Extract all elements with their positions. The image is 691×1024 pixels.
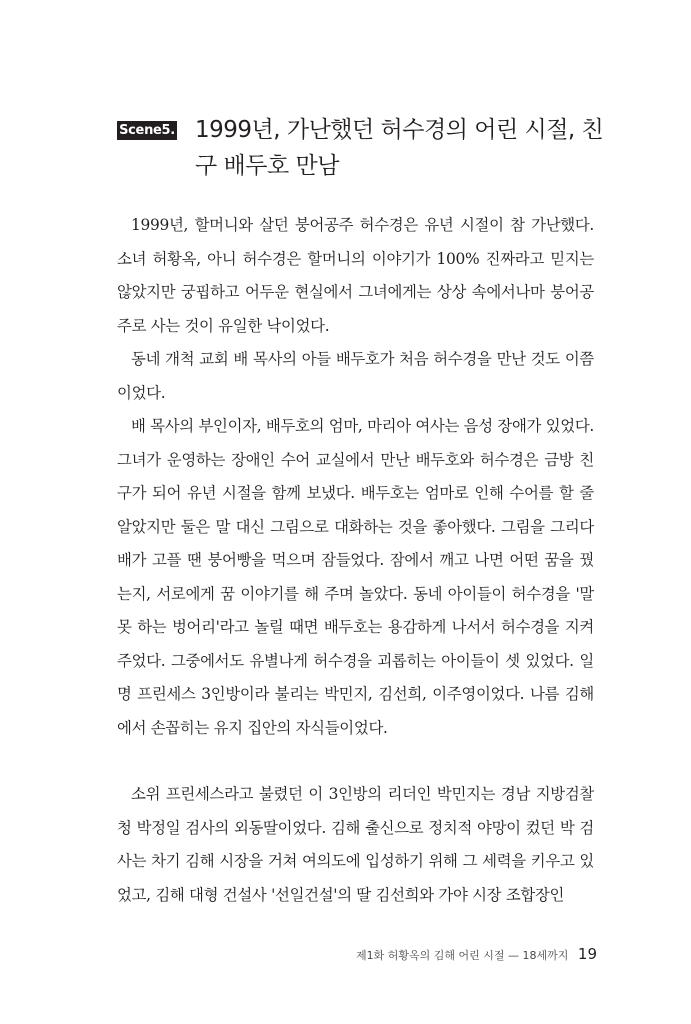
paragraph-4: 소위 프린세스라고 불렸던 이 3인방의 리더인 박민지는 경남 지방검찰청 박정일 검사의 외동딸이었다. 김해 출신으로 정치적 야망이 컸던 박 검사는 차기 김해 시장을 거쳐 여의도에 입성하기 위해 그 세력을 키우고 있었고, 김해 대형 건설사 '선일건설'의 딸 김선희와 가야 시장 조합장인	[117, 785, 594, 904]
running-title: 제1화 허황옥의 김해 어린 시절 — 18세까지	[356, 949, 569, 962]
paragraph-2: 동네 개척 교회 배 목사의 아들 배두호가 처음 허수경을 만난 것도 이쯤이었다.	[117, 350, 594, 402]
page-footer	[356, 944, 597, 966]
paragraph-3: 배 목사의 부인이자, 배두호의 엄마, 마리아 여사는 음성 장애가 있었다. 그녀가 운영하는 장애인 수어 교실에서 만난 배두호와 허수경은 금방 친구가 되어 유년 시절을 함께 보냈다. 배두호는 엄마로 인해 수어를 할 줄 알았지만 둘은 말 대신 그림으로 대화하는 것을 좋아했다. 그림을 그리다 배가 고플 땐 붕어빵을 먹으며 잠들었다. 잠에서 깨고 나면 어떤 꿈을 꿨는지, 서로에게 꿈 이야기를 해 주며 놀았다. 동네 아이들이 허수경을 '말 못 하는 벙어리'라고 놀릴 때면 배두호는 용감하게 나서서 허수경을 지켜 주었다. 그중에서도 유별나게 허수경을 괴롭히는 아이들이 셋 있었다. 일명 프린세스 3인방이라 불리는 박민지, 김선희, 이주영이었다. 나름 김해에서 손꼽히는 유지 집안의 자식들이었다.	[117, 417, 594, 737]
scene-badge: Scene5.	[117, 121, 177, 140]
scene-title: 1999년, 가난했던 허수경의 어린 시절, 친구 배두호 만남	[195, 117, 604, 179]
paragraph-1: 1999년, 할머니와 살던 붕어공주 허수경은 유년 시절이 참 가난했다. 소녀 허황옥, 아니 허수경은 할머니의 이야기가 100% 진짜라고 믿지는 않았지만 궁핍하고 어두운 현실에서 그녀에게는 상상 속에서나마 붕어공주로 사는 것이 유일한 낙이었다.	[117, 216, 594, 335]
page-number: 19	[577, 945, 597, 963]
body-text	[117, 209, 594, 912]
